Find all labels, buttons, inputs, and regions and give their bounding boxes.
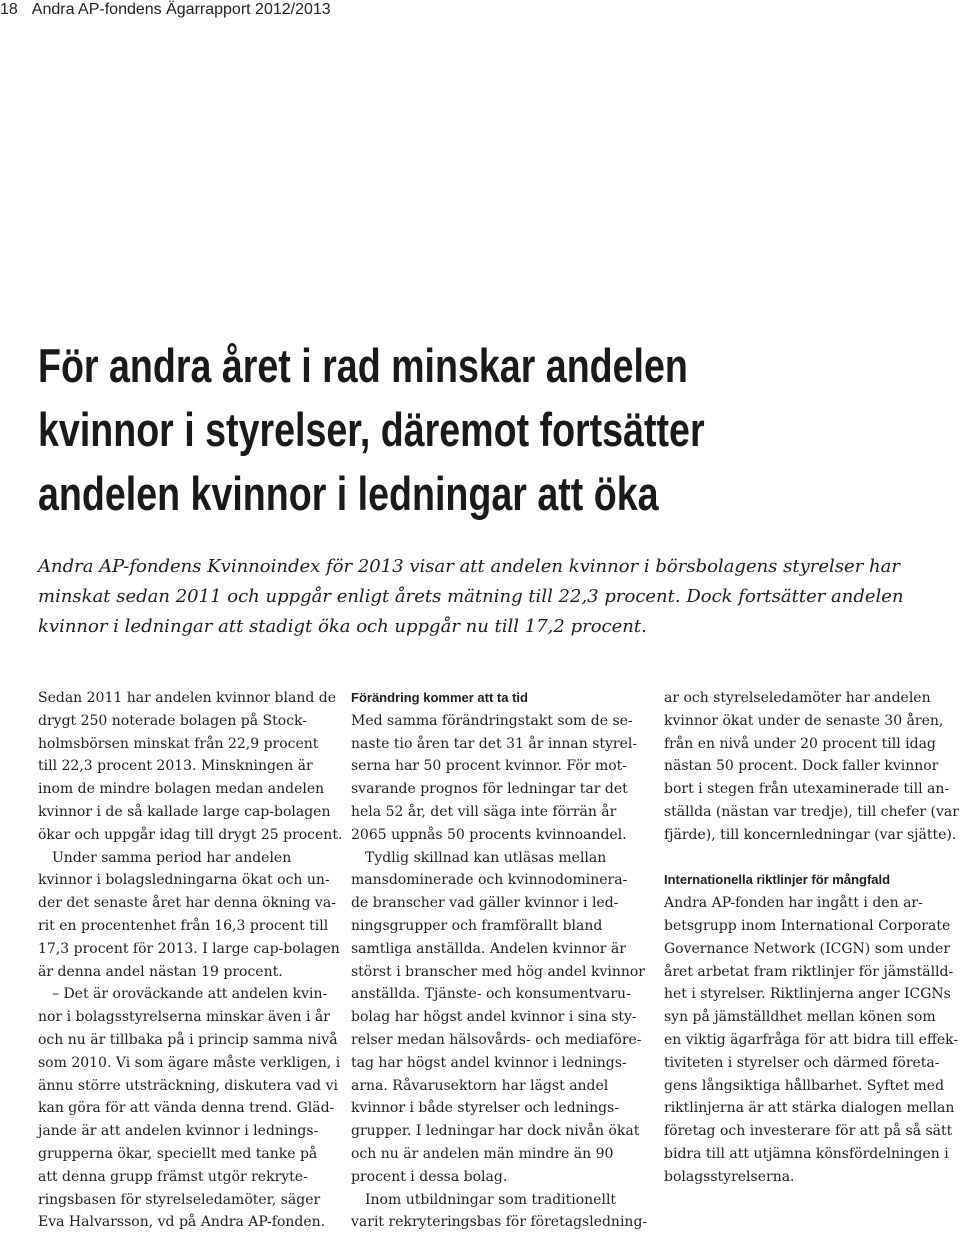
- body-line: anställda. Tjänste- och konsumentvaru-: [351, 986, 631, 1003]
- lead-line: minskat sedan 2011 och uppgår enligt årets mätning till 22,3 procent. Dock fortsätter andelen: [38, 586, 904, 607]
- body-line: het i styrelser. Riktlinjerna anger ICGNs: [664, 986, 951, 1003]
- body-line: Med samma förändringstakt som de se-: [351, 712, 633, 729]
- body-line: de branscher vad gäller kvinnor i led-: [351, 895, 619, 912]
- body-line: gens långsiktiga hållbarhet. Syftet med: [664, 1077, 945, 1094]
- body-line: relser medan hälsovårds- och mediaföre-: [351, 1031, 642, 1048]
- lead-line: kvinnor i ledningar att stadigt öka och uppgår nu till 17,2 procent.: [38, 616, 647, 637]
- body-line: ställda (nästan var tredje), till chefer (var: [664, 803, 959, 820]
- body-line: betsgrupp inom International Corporate: [664, 917, 951, 934]
- body-line: och nu är tillbaka på i princip samma nivå: [38, 1031, 338, 1048]
- section-subheading: Förändring kommer att ta tid: [351, 690, 528, 705]
- body-line: rit en procentenhet från 16,3 procent till: [38, 917, 329, 934]
- body-line: tag har högst andel kvinnor i lednings-: [351, 1054, 627, 1071]
- running-title: Andra AP-fondens Ägarrapport 2012/2013: [31, 1, 331, 18]
- body-line: kvinnor ökat under de senaste 30 åren,: [664, 712, 944, 729]
- body-line: Eva Halvarsson, vd på Andra AP-fonden.: [38, 1214, 326, 1231]
- body-line: en viktig ägarfråga för att bidra till effek-: [664, 1031, 959, 1048]
- body-line: ar och styrelseledamöter har andelen: [664, 690, 931, 706]
- body-line: som 2010. Vi som ägare måste verkligen, i: [38, 1054, 341, 1071]
- running-header: [0, 0, 331, 20]
- body-line: bolag har högst andel kvinnor i sina sty-: [351, 1009, 637, 1026]
- body-line: der det senaste året har denna ökning va-: [38, 895, 336, 912]
- body-line: Sedan 2011 har andelen kvinnor bland de: [38, 690, 337, 706]
- body-line: serna har 50 procent kvinnor. För mot-: [351, 758, 628, 775]
- body-line: nor i bolagsstyrelserna minskar även i år: [38, 1009, 330, 1026]
- body-line: kan göra för att vända denna trend. Gläd-: [38, 1100, 335, 1117]
- page-number: 18: [0, 1, 18, 18]
- body-line: och nu är andelen män mindre än 90: [351, 1145, 614, 1162]
- body-line: inom de mindre bolagen medan andelen: [38, 781, 325, 798]
- body-line: störst i branscher med hög andel kvinnor: [351, 963, 645, 980]
- body-line: grupperna ökar, speciellt med tanke på: [38, 1145, 318, 1162]
- page-title: [38, 334, 758, 526]
- body-line: att denna grupp främst utgör rekryte-: [38, 1168, 308, 1185]
- body-line: riktlinjerna är att stärka dialogen mellan: [664, 1100, 955, 1117]
- body-line: grupper. I ledningar har dock nivån ökat: [351, 1123, 640, 1140]
- body-line: mansdominerade och kvinnodominera-: [351, 872, 628, 889]
- body-line: ningsgrupper och framförallt bland: [351, 917, 603, 934]
- body-line: bidra till att utjämna könsfördelningen i: [664, 1145, 949, 1162]
- lead-paragraph: [38, 552, 938, 642]
- body-line: hela 52 år, det vill säga inte förrän år: [351, 803, 617, 820]
- body-line: syn på jämställdhet mellan könen som: [664, 1009, 936, 1026]
- lead-line: Andra AP-fondens Kvinnoindex för 2013 visar att andelen kvinnor i börsbolagens styrelser har: [38, 556, 900, 577]
- body-column-2: [351, 687, 651, 1234]
- body-line: ökar och uppgår idag till drygt 25 procent.: [38, 826, 343, 843]
- headline-line: För andra året i rad minskar andelen: [38, 339, 688, 392]
- body-line: Inom utbildningar som traditionellt: [365, 1191, 617, 1208]
- section-subheading: Internationella riktlinjer för mångfald: [664, 872, 891, 888]
- body-line: ringsbasen för styrelseledamöter, säger: [38, 1191, 321, 1208]
- body-line: Governance Network (ICGN) som under: [664, 940, 951, 957]
- body-column-1: [38, 687, 343, 1234]
- body-line: kvinnor i bolagsledningarna ökat och un-: [38, 872, 330, 889]
- paragraph-gap: [664, 847, 960, 870]
- body-line: 17,3 procent för 2013. I large cap-bolagen: [38, 940, 340, 957]
- body-line: nästan 50 procent. Dock faller kvinnor: [664, 758, 939, 775]
- body-line: tiviteten i styrelser och därmed företa-: [664, 1054, 940, 1071]
- body-line: Under samma period har andelen: [52, 849, 292, 866]
- body-line: 2065 uppnås 50 procents kvinnoandel.: [351, 826, 627, 843]
- body-line: procent i dessa bolag.: [351, 1168, 508, 1185]
- body-line: kvinnor i både styrelser och lednings-: [351, 1100, 620, 1117]
- body-line: drygt 250 noterade bolagen på Stock-: [38, 712, 308, 729]
- body-line: svarande prognos för ledningar tar det: [351, 781, 628, 798]
- headline-line: kvinnor i styrelser, däremot fortsätter: [38, 403, 705, 456]
- body-line: fjärde), till koncernledningar (var sjätte).: [664, 826, 957, 843]
- body-line: Tydlig skillnad kan utläsas mellan: [365, 849, 607, 866]
- body-line: till 22,3 procent 2013. Minskningen är: [38, 758, 313, 775]
- body-line: året arbetat fram riktlinjer för jämställd-: [664, 963, 954, 980]
- body-line: företag och investerare för att på så sätt: [664, 1123, 953, 1140]
- body-line: ännu större utsträckning, diskutera vad vi: [38, 1077, 338, 1094]
- body-line: holmsbörsen minskat från 22,9 procent: [38, 735, 319, 752]
- body-column-3: [664, 687, 960, 1189]
- body-line: bort i stegen från utexaminerade till an-: [664, 781, 950, 798]
- body-line: bolagsstyrelserna.: [664, 1168, 795, 1185]
- body-line: – Det är oroväckande att andelen kvin-: [52, 986, 328, 1003]
- body-line: från en nivå under 20 procent till idag: [664, 735, 936, 752]
- body-line: jande är att andelen kvinnor i lednings-: [38, 1123, 319, 1140]
- body-line: kvinnor i de så kallade large cap-bolagen: [38, 803, 331, 820]
- body-line: samtliga anställda. Andelen kvinnor är: [351, 940, 626, 957]
- body-line: varit rekryteringsbas för företagsledning-: [351, 1214, 648, 1231]
- headline-line: andelen kvinnor i ledningar att öka: [38, 467, 659, 520]
- body-line: naste tio åren tar det 31 år innan styrel-: [351, 735, 638, 752]
- body-line: arna. Råvarusektorn har lägst andel: [351, 1077, 609, 1094]
- body-line: Andra AP-fonden har ingått i den ar-: [664, 895, 923, 912]
- body-line: är denna andel nästan 19 procent.: [38, 963, 283, 980]
